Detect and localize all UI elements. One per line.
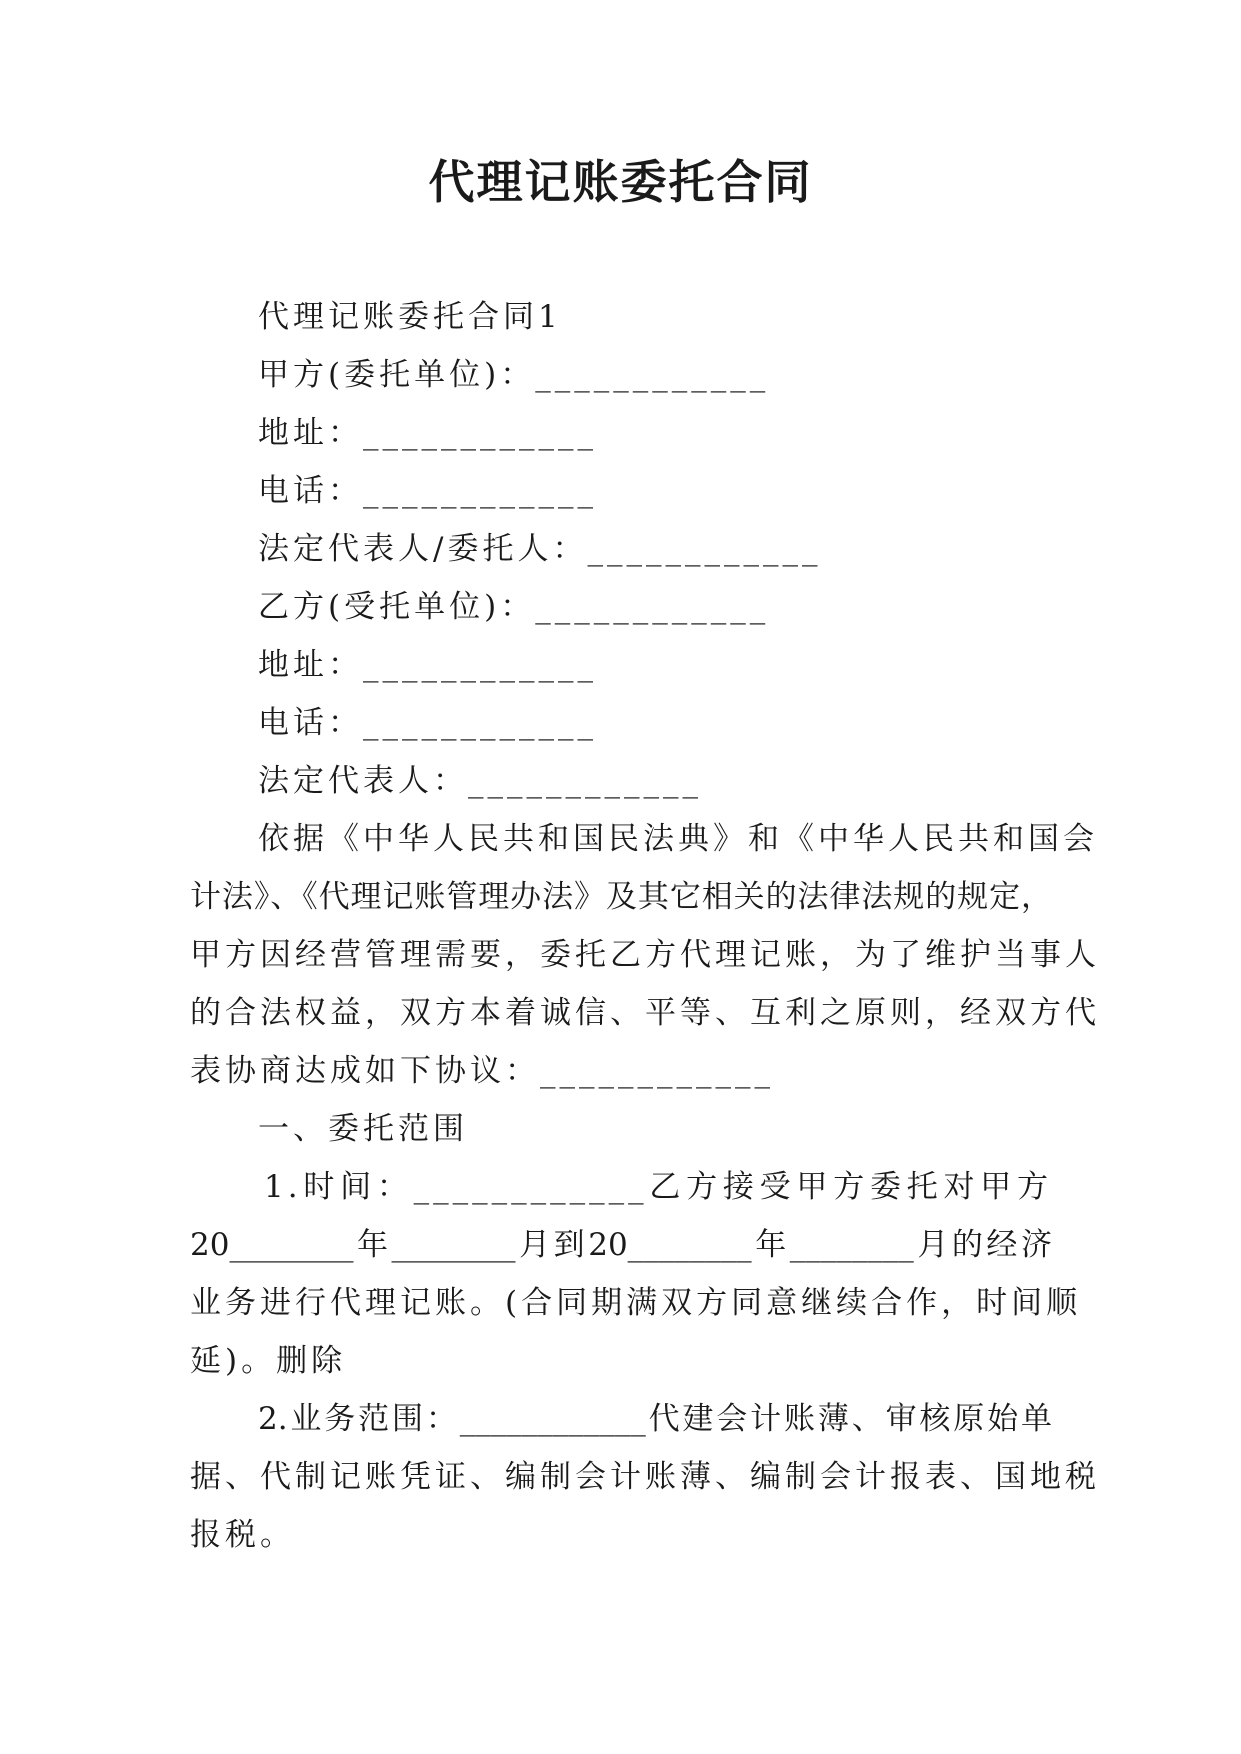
party-a-representative: 法定代表人/委托人：____________ [258, 531, 822, 567]
party-a-phone: 电话：____________ [258, 473, 597, 509]
clause-line: 1.时间：____________乙方接受甲方委托对甲方 [264, 1169, 1052, 1205]
party-b-address: 地址：____________ [258, 647, 597, 683]
clause-line: 据、代制记账凭证、编制会计账薄、编制会计报表、国地税 [190, 1459, 1100, 1495]
preamble-line: 表协商达成如下协议：____________ [190, 1053, 774, 1089]
clause-line: 报税。 [190, 1517, 295, 1553]
preamble-line: 依据《中华人民共和国民法典》和《中华人民共和国会 [258, 821, 1098, 857]
contract-subtitle: 代理记账委托合同1 [258, 299, 562, 335]
preamble-line: 计法》、《代理记账管理办法》及其它相关的法律法规的规定， [190, 879, 1052, 915]
clause-line: 20________年________月到20________年________月的经济 [190, 1227, 1052, 1263]
clause-line: 业务进行代理记账。(合同期满双方同意继续合作，时间顺 [190, 1285, 1082, 1321]
preamble-line: 的合法权益，双方本着诚信、平等、互利之原则，经双方代 [190, 995, 1100, 1031]
preamble-line: 甲方因经营管理需要，委托乙方代理记账，为了维护当事人 [190, 937, 1100, 973]
document-title: 代理记账委托合同 [428, 155, 813, 209]
party-a-address: 地址：____________ [258, 415, 597, 451]
party-b-representative: 法定代表人：____________ [258, 763, 702, 799]
party-b-unit: 乙方(受托单位)：____________ [258, 589, 770, 625]
party-b-phone: 电话：____________ [258, 705, 597, 741]
section-heading: 一、委托范围 [258, 1111, 468, 1147]
clause-line: 2.业务范围：____________代建会计账薄、审核原始单 [258, 1401, 1052, 1437]
party-a-unit: 甲方(委托单位)：____________ [258, 357, 770, 393]
clause-line: 延)。删除 [190, 1343, 347, 1379]
